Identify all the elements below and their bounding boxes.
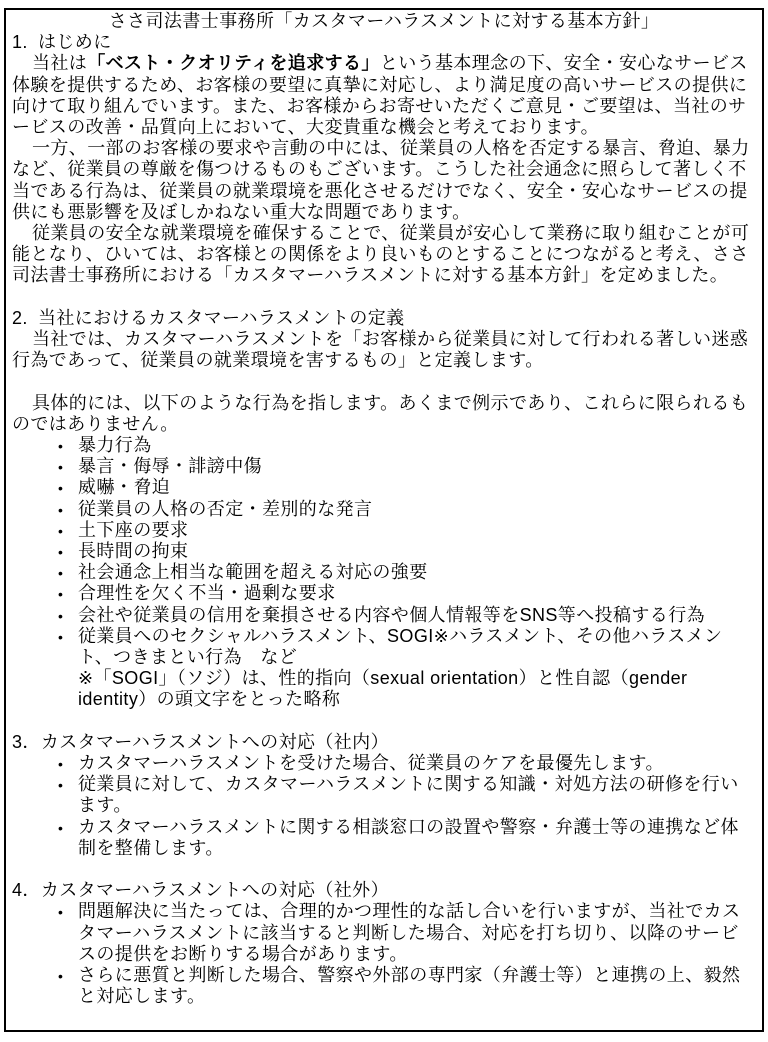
list-item (12, 435, 756, 456)
bullet-icon: • (58, 819, 64, 836)
harassment-examples-list (12, 435, 756, 668)
list-item-text: 土下座の要求 (78, 519, 189, 540)
list-item-text: カスタマーハラスメントを受けた場合、従業員のケアを最優先します。 (78, 753, 664, 774)
list-item (12, 626, 756, 668)
bullet-icon: • (58, 586, 64, 603)
bullet-icon: • (58, 565, 64, 582)
bullet-icon: • (58, 628, 64, 645)
section-3-header (12, 732, 756, 753)
section-number: 2. (12, 307, 28, 328)
list-item-text: 合理性を欠く不当・過剰な要求 (78, 583, 336, 604)
bullet-icon: • (58, 968, 64, 985)
paragraph: 一方、一部のお客様の要求や言動の中には、従業員の人格を否定する暴言、脅迫、暴力など、従業員の尊厳を傷つけるものもございます。こうした社会通念に照らして著しく不当である行為は、従業員の就業環境を悪化させるだけでなく、安全・安心なサービスの提供にも悪影響を及ぼしかねない重大な問題であります。 (12, 138, 750, 222)
section-1-header (12, 32, 756, 53)
section-heading: 当社におけるカスタマーハラスメントの定義 (38, 307, 405, 328)
external-response-list (12, 901, 756, 1007)
bullet-icon: • (58, 480, 64, 497)
list-item (12, 499, 756, 520)
bullet-icon: • (58, 777, 64, 794)
list-item (12, 562, 756, 583)
paragraph-text: 当社は (32, 53, 88, 74)
section-heading: はじめに (38, 32, 112, 53)
list-item-text: 長時間の拘束 (78, 541, 189, 562)
list-item-text: 威嚇・脅迫 (78, 477, 170, 498)
list-item (12, 477, 756, 498)
bullet-icon: • (58, 756, 64, 773)
document-title: ささ司法書士事務所「カスタマーハラスメントに対する基本方針」 (108, 11, 660, 31)
internal-response-list (12, 753, 756, 859)
list-item (12, 583, 756, 604)
list-item (12, 520, 756, 541)
list-item-text: カスタマーハラスメントに関する相談窓口の設置や警察・弁護士等の連携など体制を整備します。 (78, 816, 739, 858)
bullet-icon: • (58, 438, 64, 455)
list-item (12, 605, 756, 626)
paragraph: 従業員の安全な就業環境を確保することで、従業員が安心して業務に取り組むことが可能となり、ひいては、お客様との関係をより良いものとすることにつながると考え、ささ司法書士事務所における「カスタマーハラスメントに対する基本方針」を定めました。 (12, 223, 750, 286)
list-item (12, 541, 756, 562)
list-item (12, 901, 756, 965)
list-item (12, 965, 756, 1007)
bullet-icon: • (58, 607, 64, 624)
list-item-text: 従業員に対して、カスタマーハラスメントに関する知識・対処方法の研修を行います。 (78, 774, 739, 816)
section-heading: カスタマーハラスメントへの対応（社内） (40, 731, 389, 752)
bullet-icon: • (58, 904, 64, 921)
bullet-icon: • (58, 522, 64, 539)
section-2-header (12, 308, 756, 329)
sogi-footnote: ※「SOGI」（ソジ）は、性的指向（sexual orientation）と性自認（gender identity）の頭文字をとった略称 (78, 668, 688, 710)
list-item-text: 暴言・侮辱・誹謗中傷 (78, 456, 262, 477)
section-number: 4． (12, 880, 41, 901)
document-border (4, 8, 764, 1032)
list-item-text: 暴力行為 (78, 435, 152, 456)
list-item (12, 456, 756, 477)
blank-line (12, 287, 756, 308)
bullet-icon: • (58, 544, 64, 561)
section-4-header (12, 880, 756, 901)
blank-line (12, 371, 756, 392)
list-item-text: 問題解決に当たっては、合理的かつ理性的な話し合いを行いますが、当社でカスタマーハラスメントに該当すると判断した場合、対応を打ち切り、以降のサービスの提供をお断りする場合があります。 (78, 901, 741, 964)
paragraph (12, 53, 756, 138)
paragraph-text: という基本理念の下、安全・安心なサービス体験を提供するため、お客様の要望に真摯に対応し、より満足度の高いサービスの提供に向けて取り組んでいます。また、お客様からお寄せいただくご意見・ご要望は、当社のサービスの改善・品質向上において、大変貴重な機会と考えております。 (12, 53, 748, 138)
list-item (12, 774, 756, 816)
list-item (12, 753, 756, 774)
motto-bold-text: 「ベスト・クオリティを追求する」 (87, 53, 380, 74)
section-number: 1. (12, 32, 28, 53)
blank-line (12, 859, 756, 880)
list-item-text: 社会通念上相当な範囲を超える対応の強要 (78, 562, 428, 583)
paragraph: 具体的には、以下のような行為を指します。あくまで例示であり、これらに限られるものではありません。 (12, 392, 749, 434)
section-heading: カスタマーハラスメントへの対応（社外） (40, 880, 389, 901)
blank-line (12, 711, 756, 732)
section-number: 3． (12, 731, 41, 752)
paragraph: 当社では、カスタマーハラスメントを「お客様から従業員に対して行われる著しい迷惑行為であって、従業員の就業環境を害するもの」と定義します。 (12, 329, 749, 371)
list-item-text: さらに悪質と判断した場合、警察や外部の専門家（弁護士等）と連携の上、毅然と対応します。 (78, 965, 741, 1007)
bullet-icon: • (58, 501, 64, 518)
list-item-text: 従業員の人格の否定・差別的な発言 (78, 498, 373, 519)
bullet-icon: • (58, 459, 64, 476)
list-item (12, 817, 756, 859)
list-item-text: 従業員へのセクシャルハラスメント、SOGI※ハラスメント、その他ハラスメント、つきまとい行為 など (78, 625, 723, 668)
list-item-text: 会社や従業員の信用を棄損させる内容や個人情報等をSNS等へ投稿する行為 (78, 604, 706, 625)
